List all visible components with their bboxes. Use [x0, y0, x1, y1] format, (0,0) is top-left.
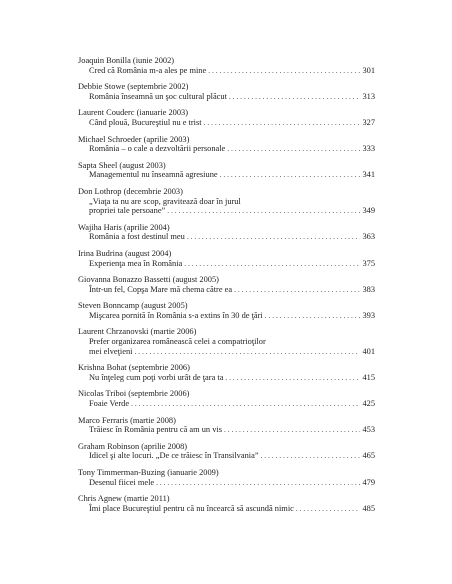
toc-entry-author: Laurent Chrzanovski (martie 2006): [78, 327, 197, 337]
toc-entry-title: [78, 478, 375, 488]
dot-leader: [131, 399, 360, 409]
toc-entry-title-line: Într-un fel, Copşa Mare mă chema către ea: [89, 284, 233, 294]
toc-entry-author: Don Lothrop (decembrie 2003): [78, 186, 183, 196]
toc-entry-leader-row: [89, 311, 375, 321]
toc-entry-page-number: 301: [362, 65, 375, 75]
toc-entry-title-line: Idicel şi alte locuri. „De ce trăiesc în Transilvania”: [89, 451, 259, 461]
toc-entry-page-number: 401: [362, 346, 375, 356]
toc-entry-page-number: 393: [362, 310, 375, 320]
toc-entry-leader-row: [89, 399, 375, 409]
toc-entry-leader-row: [89, 285, 375, 295]
toc-entry[interactable]: [78, 442, 375, 461]
toc-entry-author: Krishna Bohat (septembrie 2006): [78, 363, 190, 373]
dot-leader: [167, 206, 360, 216]
toc-entry-title-line: Foaie Verde: [89, 399, 130, 409]
toc-entry-leader-row: [89, 259, 375, 269]
toc-entry-author: Giovanna Bonazzo Bassetti (august 2005): [78, 275, 219, 285]
toc-entry-author: Joaquin Bonilla (iunie 2002): [78, 56, 175, 65]
toc-entry-title: [78, 92, 375, 102]
toc-entry[interactable]: [78, 82, 375, 101]
toc-entry-title: [78, 504, 375, 514]
toc-entry-title: [78, 170, 375, 180]
toc-entry-title-line: Cred că România m-a ales pe mine: [89, 65, 207, 75]
dot-leader: [261, 451, 361, 461]
toc-entry-page-number: 485: [362, 503, 375, 513]
toc-entry-leader-row: [89, 425, 375, 435]
dot-leader: [208, 66, 360, 76]
toc-entry[interactable]: [78, 327, 375, 356]
toc-entry-leader-row: [89, 347, 375, 357]
toc-entry-page-number: 333: [362, 144, 375, 154]
toc-entry-author: Debbie Stowe (septembrie 2002): [78, 82, 189, 92]
toc-entry[interactable]: [78, 135, 375, 154]
toc-entry-title: [78, 232, 375, 242]
toc-entry[interactable]: [78, 275, 375, 294]
toc-entry-page-number: 341: [362, 170, 375, 180]
toc-entry-leader-row: [89, 118, 375, 128]
toc-entry-page-number: 453: [362, 425, 375, 435]
toc-entry-page-number: 465: [362, 451, 375, 461]
toc-entry-title: [78, 373, 375, 383]
toc-entry-title: [78, 425, 375, 435]
toc-entry-author: Wajiha Haris (aprilie 2004): [78, 222, 170, 232]
toc-entry-leader-row: [89, 232, 375, 242]
toc-entry-title-line: Îmi place Bucureştiul pentru că nu încearcă să ascundă nimic: [89, 503, 294, 513]
dot-leader: [225, 373, 360, 383]
toc-entry-title: [78, 337, 375, 356]
dot-leader: [187, 232, 361, 242]
toc-entry-author: Michael Schroeder (aprilie 2003): [78, 134, 190, 144]
toc-entry-title-line: Mişcarea pornită în România s-a extins în 30 de ţări: [89, 310, 263, 320]
toc-entry[interactable]: [78, 494, 375, 513]
toc-entry-title-line: Desenul fiicei mele: [89, 477, 155, 487]
toc-entry-title: [78, 285, 375, 295]
toc-entry-title: [78, 197, 375, 216]
dot-leader: [204, 118, 361, 128]
toc-entry[interactable]: [78, 389, 375, 408]
toc-entry-title-line: propriei tale persoane”: [89, 206, 166, 216]
toc-entry-leader-row: [89, 478, 375, 488]
toc-entry-page-number: 383: [362, 284, 375, 294]
toc-entry-title: [78, 451, 375, 461]
toc-entry-author: Nicolas Triboi (septembrie 2006): [78, 389, 190, 399]
toc-entry-title: [78, 399, 375, 409]
toc-entry-page-number: 415: [362, 372, 375, 382]
toc-entry-author: Steven Bonncamp (august 2005): [78, 301, 188, 311]
toc-entry-title-line: Prefer organizarea românească celei a compatrioţilor: [89, 337, 266, 347]
toc-entry[interactable]: [78, 108, 375, 127]
toc-entry-leader-row: [89, 451, 375, 461]
dot-leader: [265, 311, 361, 321]
toc-entry-author: Chris Agnew (martie 2011): [78, 494, 170, 504]
toc-entry-title-line: România – o cale a dezvoltării personale: [89, 144, 226, 154]
toc-entry-author: Graham Robinson (aprilie 2008): [78, 441, 188, 451]
toc-entry-leader-row: [89, 373, 375, 383]
toc-entry-page-number: 375: [362, 258, 375, 268]
toc-entry-title: [78, 66, 375, 76]
toc-entry-title-line: Nu înţeleg cum poţi vorbi urât de ţara ta: [89, 372, 224, 382]
toc-entry-author: Marco Ferraris (martie 2008): [78, 415, 176, 425]
dot-leader: [296, 504, 361, 514]
toc-entry[interactable]: [78, 416, 375, 435]
toc-entry-leader-row: [89, 170, 375, 180]
toc-entry-title-line: Managementul nu înseamnă agresiune: [89, 170, 218, 180]
toc-entry-title-line: Trăiesc în România pentru că am un vis: [89, 425, 222, 435]
table-of-contents: [78, 56, 375, 520]
toc-entry-title: [78, 118, 375, 128]
dot-leader: [220, 170, 361, 180]
dot-leader: [234, 285, 360, 295]
toc-entry[interactable]: [78, 249, 375, 268]
toc-entry-title: [78, 259, 375, 269]
toc-entry-title: [78, 144, 375, 154]
toc-entry-page-number: 363: [362, 232, 375, 242]
toc-entry[interactable]: [78, 161, 375, 180]
toc-entry[interactable]: [78, 56, 375, 75]
toc-entry-page-number: 479: [362, 477, 375, 487]
toc-entry-author: Irina Budrina (august 2004): [78, 248, 172, 258]
toc-entry-title-line: mei elveţieni: [89, 346, 133, 356]
toc-entry-title-line: România înseamnă un şoc cultural plăcut: [89, 91, 227, 101]
dot-leader: [135, 347, 361, 357]
toc-entry[interactable]: [78, 187, 375, 216]
toc-entry[interactable]: [78, 301, 375, 320]
toc-entry-title-line: Experienţa mea în România: [89, 258, 183, 268]
toc-entry-leader-row: [89, 504, 375, 514]
toc-entry-author: Tony Timmerman-Buzing (ianuarie 2009): [78, 468, 219, 477]
toc-entry-leader-row: [89, 206, 375, 216]
dot-leader: [156, 478, 360, 488]
dot-leader: [224, 425, 360, 435]
toc-entry-page-number: 327: [362, 117, 375, 127]
toc-entry-leader-row: [89, 66, 375, 76]
dot-leader: [229, 92, 361, 102]
toc-entry-title: [78, 311, 375, 321]
dot-leader: [227, 144, 360, 154]
toc-entry-author: Sapta Sheel (august 2003): [78, 160, 166, 170]
toc-entry-page-number: 313: [362, 91, 375, 101]
toc-entry-title-line: „Viaţa ta nu are scop, gravitează doar în jurul: [89, 196, 241, 206]
toc-entry-page-number: 425: [362, 399, 375, 409]
toc-entry-leader-row: [89, 92, 375, 102]
toc-entry-page-number: 349: [362, 206, 375, 216]
toc-entry-author: Laurent Couderc (ianuarie 2003): [78, 108, 188, 118]
dot-leader: [184, 259, 360, 269]
toc-entry[interactable]: [78, 468, 375, 487]
toc-entry[interactable]: [78, 363, 375, 382]
toc-entry-leader-row: [89, 144, 375, 154]
toc-entry-title-line: România a fost destinul meu: [89, 232, 185, 242]
toc-entry[interactable]: [78, 223, 375, 242]
toc-entry-title-line: Când plouă, Bucureştiul nu e trist: [89, 117, 202, 127]
